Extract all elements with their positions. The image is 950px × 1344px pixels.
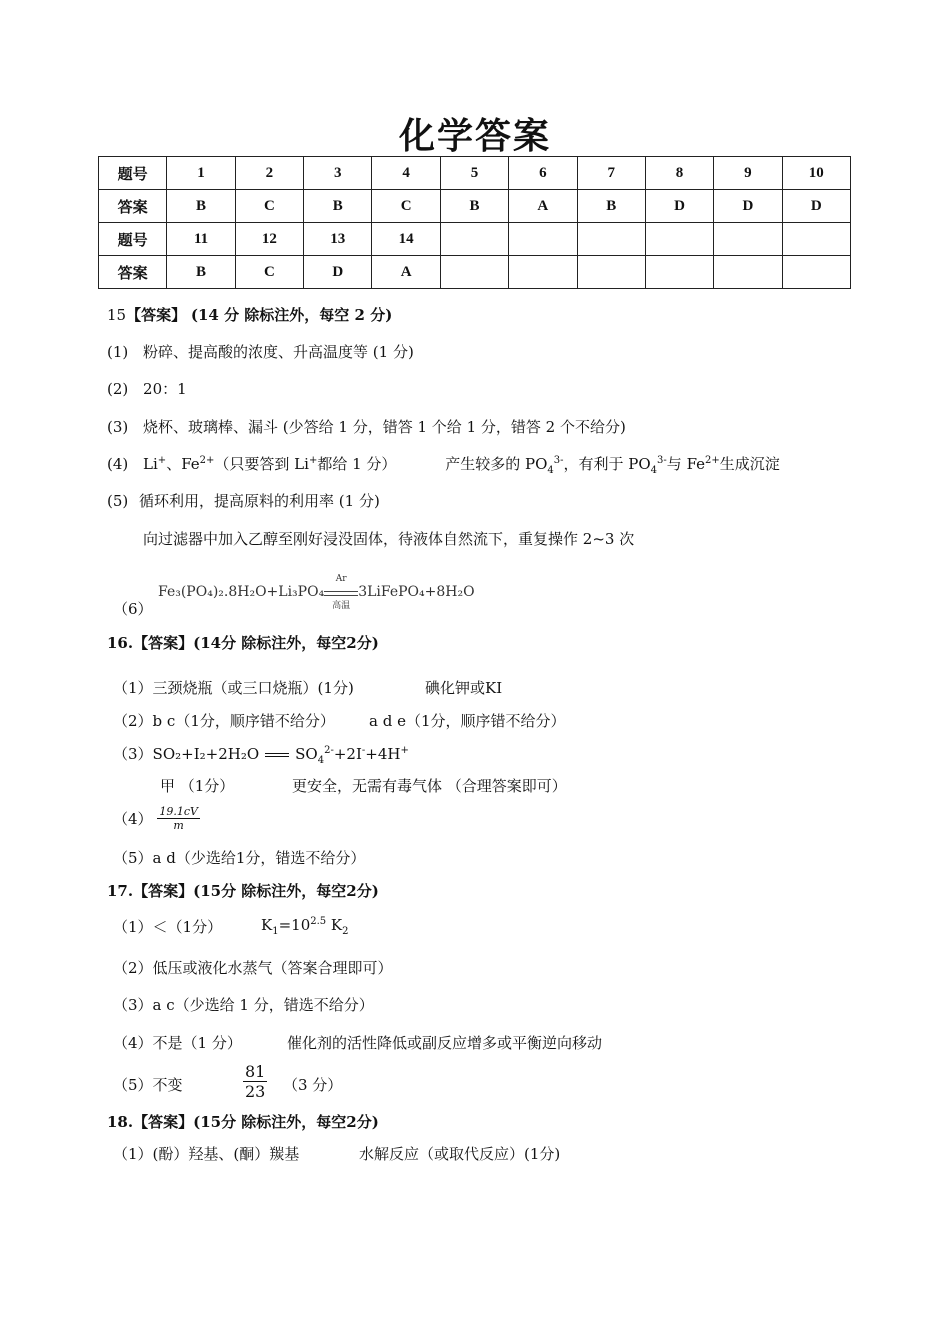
text: 都给 1 分） xyxy=(317,455,397,473)
table-cell xyxy=(645,256,713,289)
q17-part5b: （3 分） xyxy=(283,1076,343,1094)
answer-text xyxy=(445,455,780,476)
table-cell: 4 xyxy=(372,157,440,190)
table-cell xyxy=(577,256,645,289)
equals-sign xyxy=(265,753,289,757)
table-cell: D xyxy=(304,256,372,289)
denominator: 23 xyxy=(245,1082,266,1101)
text: SO xyxy=(295,745,318,763)
q17-part3: （3）a c（少选给 1 分，错选不给分） xyxy=(113,996,374,1014)
table-cell: B xyxy=(440,190,508,223)
text: 产生较多的 PO xyxy=(445,455,548,473)
fraction xyxy=(157,805,200,832)
equation-right: 3LiFePO₄+8H₂O xyxy=(358,584,475,600)
equation-left: Fe₃(PO₄)₂.8H₂O+Li₃PO₄ xyxy=(158,584,325,600)
q17-part1: （1）＜（1分） xyxy=(113,918,223,936)
table-cell: C xyxy=(235,256,303,289)
answer-text: 20：1 xyxy=(143,380,187,398)
table-cell: 9 xyxy=(714,157,782,190)
q17-part2: （2）低压或液化水蒸气（答案合理即可） xyxy=(113,959,393,977)
table-cell: B xyxy=(577,190,645,223)
table-cell: A xyxy=(509,190,577,223)
table-cell: 10 xyxy=(782,157,850,190)
table-cell xyxy=(509,223,577,256)
superscript: 2+ xyxy=(705,455,720,466)
row-header-number: 题号 xyxy=(99,157,167,190)
table-cell: 12 xyxy=(235,223,303,256)
subscript: 4 xyxy=(317,755,325,766)
table-cell: B xyxy=(167,190,235,223)
table-cell: D xyxy=(645,190,713,223)
q16-part2b: a d e（1分，顺序错不给分） xyxy=(369,712,566,730)
answer-text: 循环利用，提高原料的利用率 (1 分) xyxy=(139,492,380,510)
table-cell xyxy=(440,223,508,256)
denominator: m xyxy=(173,819,184,832)
q15-score-note: (14 分 除标注外，每空 2 分) xyxy=(190,306,393,324)
superscript: + xyxy=(400,745,409,756)
q16-part4 xyxy=(113,805,200,832)
table-cell: 5 xyxy=(440,157,508,190)
equation-left: SO₂+I₂+2H₂O xyxy=(152,745,260,763)
text: K xyxy=(261,916,273,934)
q16-part3b: 甲 （1分） xyxy=(160,777,235,795)
table-cell: B xyxy=(167,256,235,289)
text: 生成沉淀 xyxy=(719,455,780,473)
table-cell xyxy=(577,223,645,256)
equation-right xyxy=(295,745,409,766)
row-header-answer: 答案 xyxy=(99,190,167,223)
part-label: (1) xyxy=(107,343,129,361)
superscript: 2- xyxy=(324,745,334,756)
equilibrium-sign xyxy=(324,574,358,611)
table-cell: 2 xyxy=(235,157,303,190)
table-cell: 7 xyxy=(577,157,645,190)
q15-part6-label: （6） xyxy=(113,600,153,618)
table-row xyxy=(99,157,851,190)
q16-part1: （1）三颈烧瓶（或三口烧瓶）(1分) xyxy=(113,679,354,697)
table-row xyxy=(99,256,851,289)
table-cell: B xyxy=(304,190,372,223)
text: ，有利于 PO xyxy=(563,455,651,473)
text: +4H xyxy=(365,745,401,763)
q15-header xyxy=(107,304,392,325)
q18-part1: （1）(酚）羟基、(酮）羰基 xyxy=(113,1145,300,1163)
part-label: (3) xyxy=(107,418,129,436)
double-line xyxy=(324,591,358,596)
numerator: 19.1cV xyxy=(159,805,198,818)
table-cell: 3 xyxy=(304,157,372,190)
q17-part5: （5）不变 xyxy=(113,1076,183,1094)
superscript: 3- xyxy=(657,455,667,466)
table-cell xyxy=(645,223,713,256)
table-cell xyxy=(782,256,850,289)
table-row xyxy=(99,223,851,256)
superscript: 2+ xyxy=(199,455,215,466)
table-cell: 11 xyxy=(167,223,235,256)
text: 、Fe xyxy=(166,455,200,473)
q17-header: 17.【答案】(15分 除标注外，每空2分) xyxy=(107,882,379,900)
table-cell: A xyxy=(372,256,440,289)
text: 与 Fe xyxy=(666,455,706,473)
part-label: (5) xyxy=(107,492,129,510)
part-label: (2) xyxy=(107,380,129,398)
part-label: (4) xyxy=(107,455,129,473)
superscript: + xyxy=(157,455,167,466)
q16-part5: （5）a d（少选给1分，错选不给分） xyxy=(113,849,366,867)
table-cell: 8 xyxy=(645,157,713,190)
q15-part6-equation xyxy=(158,574,475,611)
q15-part3 xyxy=(107,416,626,437)
q17-part4: （4）不是（1 分） xyxy=(113,1034,242,1052)
row-header-number: 题号 xyxy=(99,223,167,256)
condition-above: Ar xyxy=(335,574,347,584)
table-cell xyxy=(714,256,782,289)
text: =10 xyxy=(278,916,311,934)
superscript: - xyxy=(361,745,366,756)
q15-part4 xyxy=(107,453,780,476)
table-cell: 14 xyxy=(372,223,440,256)
answer-text xyxy=(143,455,396,473)
q15-number: 15 xyxy=(107,306,127,324)
condition-below: 高温 xyxy=(332,601,351,611)
table-cell: 1 xyxy=(167,157,235,190)
q16-header: 16.【答案】(14分 除标注外，每空2分) xyxy=(107,634,379,652)
table-cell xyxy=(509,256,577,289)
q16-part3 xyxy=(113,743,409,766)
q15-part5 xyxy=(107,490,380,511)
superscript: 2.5 xyxy=(310,916,327,927)
superscript: 3- xyxy=(553,455,564,466)
table-cell: 6 xyxy=(509,157,577,190)
subscript: 1 xyxy=(272,926,279,937)
table-cell xyxy=(440,256,508,289)
numerator: 81 xyxy=(245,1062,266,1081)
text: +2I xyxy=(333,745,362,763)
q16-part3c: 更安全，无需有毒气体 （合理答案即可） xyxy=(292,777,567,795)
q15-answer-bracket: 【答案】 xyxy=(126,306,187,324)
q16-part1b: 碘化钾或KI xyxy=(425,679,503,697)
text: Li xyxy=(143,455,158,473)
answer-text: 烧杯、玻璃棒、漏斗 (少答给 1 分，错答 1 个给 1 分，错答 2 个不给分) xyxy=(143,418,626,436)
table-cell: D xyxy=(714,190,782,223)
q18-header: 18.【答案】(15分 除标注外，每空2分) xyxy=(107,1113,379,1131)
q15-part2 xyxy=(107,378,187,399)
q17-part1b xyxy=(261,916,349,937)
subscript: 4 xyxy=(650,465,658,476)
answer-text: 粉碎、提高酸的浓度、升高温度等 (1 分) xyxy=(143,343,414,361)
text: K xyxy=(326,916,343,934)
text: （只要答到 Li xyxy=(214,455,309,473)
part-label: （4） xyxy=(113,810,153,828)
answer-table xyxy=(98,156,851,289)
q15-part1 xyxy=(107,341,414,362)
q17-part5-fraction xyxy=(243,1062,267,1101)
subscript: 4 xyxy=(547,465,554,476)
subscript: 2 xyxy=(342,926,349,937)
superscript: + xyxy=(308,455,318,466)
table-row xyxy=(99,190,851,223)
part-label: （3） xyxy=(113,745,153,763)
table-cell: C xyxy=(372,190,440,223)
fraction xyxy=(243,1062,267,1101)
table-cell: D xyxy=(782,190,850,223)
q16-part2: （2）b c（1分，顺序错不给分） xyxy=(113,712,335,730)
table-cell xyxy=(714,223,782,256)
table-cell xyxy=(782,223,850,256)
q15-part5-line2: 向过滤器中加入乙醇至刚好浸没固体，待液体自然流下，重复操作 2~3 次 xyxy=(143,530,635,548)
q17-part4b: 催化剂的活性降低或副反应增多或平衡逆向移动 xyxy=(287,1034,603,1052)
row-header-answer: 答案 xyxy=(99,256,167,289)
table-cell: 13 xyxy=(304,223,372,256)
q18-part1b: 水解反应（或取代反应）(1分) xyxy=(359,1145,561,1163)
page-title: 化学答案 xyxy=(398,115,551,157)
table-cell: C xyxy=(235,190,303,223)
